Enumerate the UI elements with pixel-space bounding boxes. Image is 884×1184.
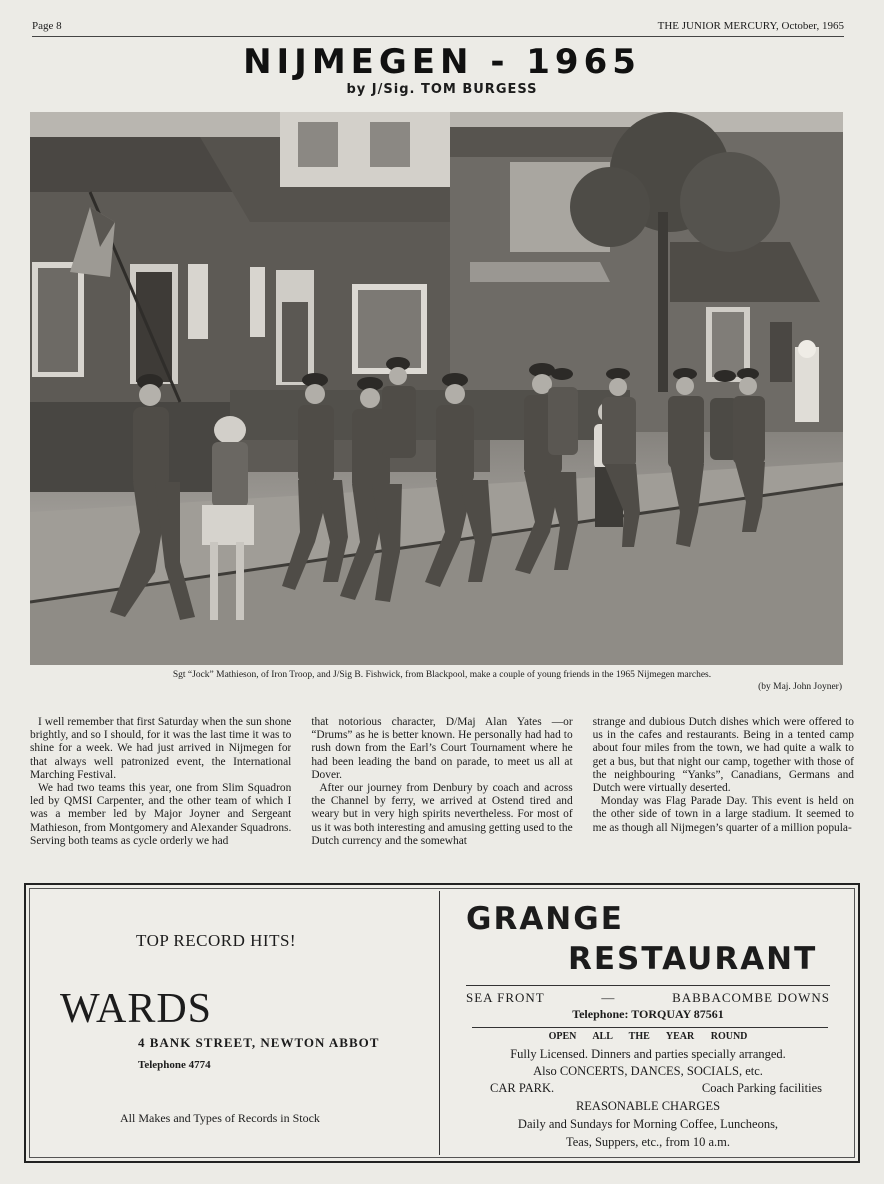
wards-advert (30, 889, 435, 1155)
wards-tagline: TOP RECORD HITS! (136, 931, 297, 950)
divider-rule (472, 1027, 828, 1028)
masthead: THE JUNIOR MERCURY, October, 1965 (657, 20, 844, 32)
article-column-3 (593, 716, 854, 878)
paragraph: Monday was Flag Parade Day. This event is held on the other side of town in a large stadium. It seemed to me as though all Nijmegen’s quarter of a million popula- (592, 795, 854, 834)
grange-parking (490, 1081, 822, 1096)
page-number: Page 8 (32, 20, 62, 32)
wards-telephone: Telephone 4774 (138, 1059, 211, 1071)
wards-name: WARDS (60, 986, 213, 1032)
grange-open: OPEN ALL THE YEAR ROUND (548, 1031, 748, 1042)
grange-licensed: Fully Licensed. Dinners and parties specially arranged. (510, 1047, 786, 1061)
grange-hours: Daily and Sundays for Morning Coffee, Luncheons, (517, 1117, 779, 1131)
grange-concerts: Also CONCERTS, DANCES, SOCIALS, etc. (533, 1064, 763, 1078)
photo-caption (40, 669, 844, 693)
grange-location (466, 985, 830, 1006)
article-column-2 (311, 716, 572, 878)
grange-name: GRANGE (466, 901, 624, 937)
restaurant-name: RESTAURANT (568, 941, 818, 977)
paragraph: strange and dubious Dutch dishes which were offered to us in the cafes and restaurants. Being in a tented camp about four miles from the town, we had quite a walk to get a bus, but that night our camp, together with those of the neighbouring “Yanks”, Canadians, Germans and Dutch were virtually deserted. (592, 716, 854, 795)
paragraph: We had two teams this year, one from Slim Squadron led by QMSI Carpenter, and the other team of which I was a member led by Major Joyner and Sergeant Mathieson, from Montgomery and Alexander Squadrons. Serving both teams as cycle orderly we had (30, 782, 292, 847)
marching-photo-illustration (30, 112, 843, 665)
article-byline: by J/Sig. TOM BURGESS (346, 82, 538, 97)
wards-stock-line: All Makes and Types of Records in Stock (120, 1111, 320, 1125)
photo-credit: (by Maj. John Joyner) (758, 682, 842, 692)
caption-text: Sgt “Jock” Mathieson, of Iron Troop, and J/Sig B. Fishwick, from Blackpool, make a couple of young friends in the 1965 Nijmegen marches. (172, 670, 712, 680)
location-babbacombe: BABBACOMBE DOWNS (672, 990, 830, 1005)
paragraph: After our journey from Denbury by coach and across the Channel by ferry, we arrived at Ostend tired and weary but in very high spirits nevertheless. For most of us it was both interesting and amusing getting used to the Dutch currency and the somewhat (311, 782, 573, 847)
running-head (32, 20, 844, 37)
car-park-text: CAR PARK. (490, 1081, 555, 1095)
article-body (30, 716, 854, 878)
coach-parking-text: Coach Parking facilities (701, 1081, 822, 1095)
advertisements-box (24, 883, 860, 1163)
grange-charges: REASONABLE CHARGES (575, 1099, 721, 1113)
location-sea-front: SEA FRONT (466, 990, 545, 1005)
article-title: NIJMEGEN - 1965 (243, 42, 641, 82)
location-dash: — (601, 990, 616, 1005)
grange-hours-2: Teas, Suppers, etc., from 10 a.m. (565, 1135, 730, 1149)
marching-photo (30, 112, 843, 665)
paragraph: I well remember that first Saturday when the sun shone brightly, and so I should, for it was the last time it was to shine for a week. We had just arrived in Nijmegen for that always well patronized event, the International Marching Festival. (30, 716, 292, 781)
paragraph: that notorious character, D/Maj Alan Yates —or “Drums” as he is better known. He personally had had to rush down from the Earl’s Court Tournament where he had been leading the band on parade, to meet us all at Dover. (311, 716, 573, 781)
article-column-1 (30, 716, 291, 878)
grange-telephone: Telephone: TORQUAY 87561 (572, 1007, 724, 1021)
advert-divider (439, 891, 440, 1155)
grange-advert (444, 889, 852, 1155)
wards-address: 4 BANK STREET, NEWTON ABBOT (138, 1035, 380, 1050)
